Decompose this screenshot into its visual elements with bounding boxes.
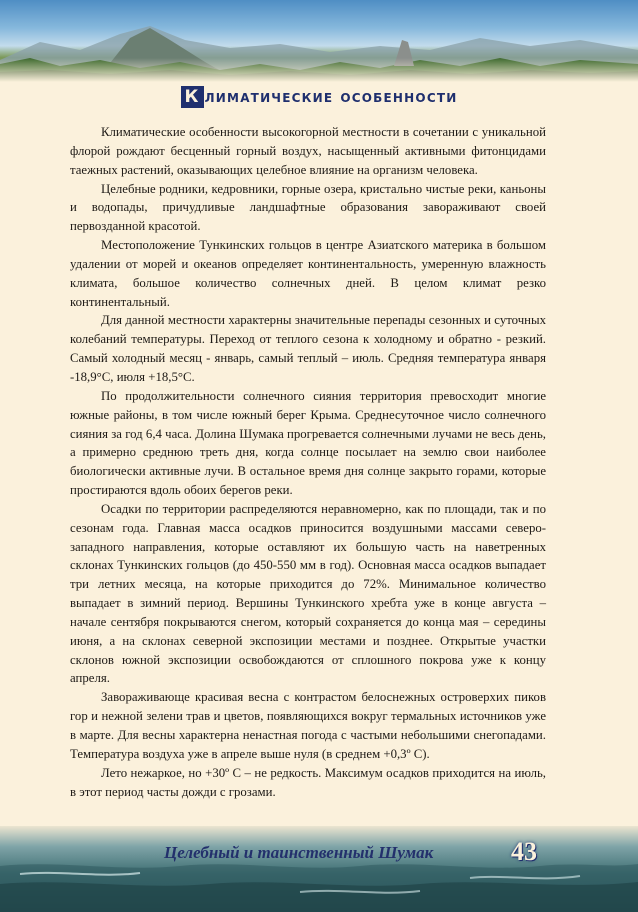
banner-fade [0, 58, 638, 82]
paragraph: Лето нежаркое, но +30º С – не редкость. Максимум осадков приходится на июль, в этот период часты дожди с грозами. [70, 765, 546, 799]
section-heading [0, 86, 638, 108]
header-landscape-photo [0, 0, 638, 82]
book-title: Целебный и таинственный Шумак [164, 843, 434, 862]
paragraph: Завораживающе красивая весна с контрастом белоснежных островерхих пиков гор и нежной зелени трав и цветов, появляющихся вокруг термальных источников уже в марте. Для весны характерна ненастная погода с частыми небольшими снегопадами. Температура воздуха уже в апреле выше нуля (в среднем +0,3º С). [70, 690, 546, 761]
paragraph: Для данной местности характерны значительные перепады сезонных и суточных колебаний температуры. Переход от теплого сезона к холодному и обратно - резкий. Самый холодный месяц - январь, самый теплый – июль. Средняя температура января -18,9°С, июля +18,5°С. [70, 313, 546, 384]
page-title [181, 87, 458, 107]
page-title-text: лиматические особенности [204, 87, 458, 107]
paragraph: Местоположение Тункинских гольцов в центре Азиатского материка в большом удалении от морей и океанов определяет континентальность, умеренную влажность климата, большое количество солнечных дней. В целом климат резко континентальный. [70, 238, 546, 309]
page-number: 43 [511, 837, 537, 866]
article-body [70, 123, 546, 801]
paragraph: Климатические особенности высокогорной местности в сочетании с уникальной флорой рождают бесценный горный воздух, насыщенный активными фитонцидами таежных растений, оказывающих целебное влияние на организм человека. [70, 125, 546, 177]
footer-river-photo [0, 826, 638, 912]
river-image [0, 826, 638, 912]
paragraph: Осадки по территории распределяются неравномерно, как по площади, так и по сезонам года. Главная масса осадков приносится воздушными массами северо-западного направления, которые оставляют их большую часть на наветренных склонах Тункинских гольцов (до 450-550 мм в год). Основная масса осадков выпадает три летних месяца, на которые приходится до 72%. Минимальное количество выпадает в зимний период. Вершины Тункинского хребта уже в конце августа – начале сентября покрываются снегом, который сохраняется до конца мая – середины июня, а на склонах северной экспозиции местами и позднее. Открытые участки склонов южной экспозиции освобождаются от сплошного покрова уже к концу апреля. [70, 501, 546, 686]
paragraph: Целебные родники, кедровники, горные озера, кристально чистые реки, каньоны и водопады, причудливые ландшафтные образования завораживают своей первозданной красотой. [70, 181, 546, 234]
paragraph: По продолжительности солнечного сияния территория превосходит многие южные районы, в том числе южный берег Крыма. Среднесуточное число солнечного сияния за год 6,4 часа. Долина Шумака прогревается солнечными лучами не весь день, а примерно среднюю треть дня, когда солнце посылает на землю свои наиболее биологически активные лучи. В остальное время дня солнце закрыто горами, которые простираются вдоль обоих берегов реки. [70, 388, 546, 498]
decorative-initial: К [181, 86, 204, 108]
